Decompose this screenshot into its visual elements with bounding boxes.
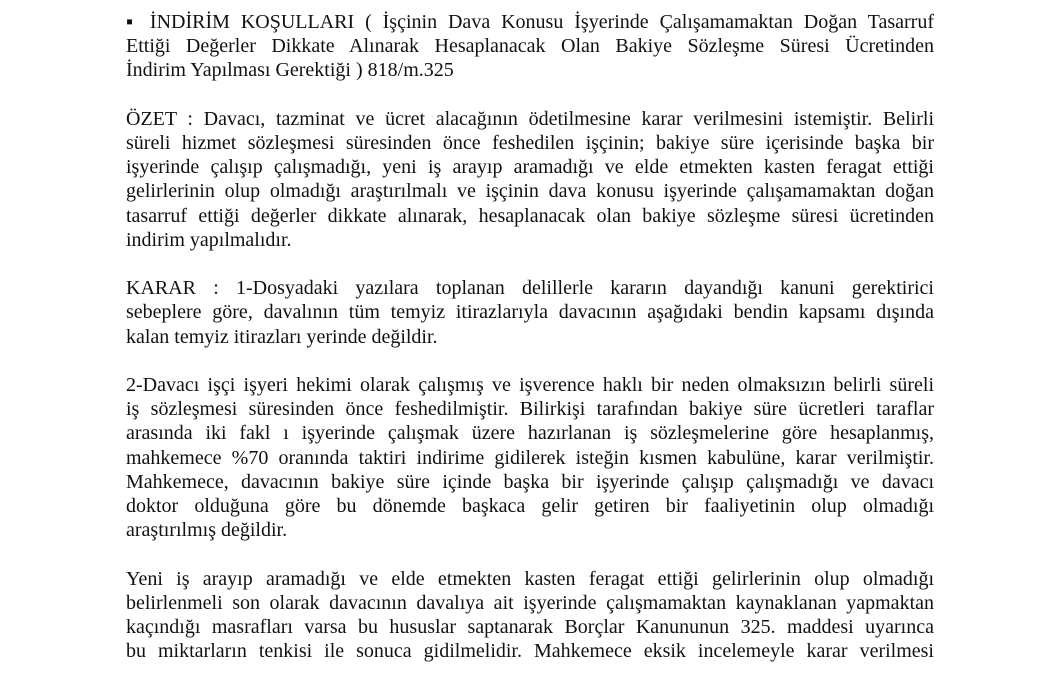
text-line: iş sözleşmesi süresinden önce feshedilmiştir. Bilirkişi tarafından bakiye süre ücretleri taraflar: [126, 398, 934, 421]
text-line: kaçındığı masrafları varsa bu hususlar saptanarak Borçlar Kanununun 325. maddesi uyarınca: [126, 616, 934, 639]
text-line: belirlenmeli son olarak davacının davalıya ait işyerinde çalışmamaktan kaynaklanan yapmaktan: [126, 591, 934, 614]
text-line: arasında iki fakl ı işyerinde çalışmak üzere hazırlanan iş sözleşmelerine göre hesaplanmış,: [126, 422, 934, 445]
text-line: kalan temyiz itirazları yerinde değildir.: [126, 325, 438, 348]
text-line: indirim yapılmalıdır.: [126, 228, 292, 251]
text-line: ÖZET : Davacı, tazminat ve ücret alacağının ödetilmesine karar verilmesini istemiştir. Belirli: [126, 107, 934, 130]
text-line: 2-Davacı işçi işyeri hekimi olarak çalışmış ve işverence haklı bir neden olmaksızın belirli süreli: [126, 374, 934, 396]
text-line: Mahkemece, davacının bakiye süre içinde başka bir işyerinde çalışıp çalışmadığı ve davacı: [126, 470, 934, 493]
text-line: İndirim Yapılması Gerektiği ) 818/m.325: [126, 59, 454, 82]
text-line: süreli hizmet sözleşmesi süresinden önce feshedilen işçinin; bakiye süre içerisinde başka bir: [126, 132, 934, 154]
text-line: tasarruf ettiği değerler dikkate alınarak, hesaplanacak olan bakiye sözleşme süresi ücretinden: [126, 204, 934, 227]
text-line: gelirlerinin olup olmadığı araştırılmalı ve işçinin dava konusu işyerinde çalışamamaktan doğan: [126, 180, 934, 203]
text-line: mahkemece %70 oranında taktiri indirime gidilerek isteğin kısmen kabulüne, karar verilmiştir.: [126, 446, 934, 469]
text-line: işyerinde çalışıp çalışmadığı, yeni iş arayıp aramadığı ve elde etmekten kasten feragat ettiği: [126, 156, 934, 179]
text-line: araştırılmış değildir.: [126, 519, 288, 542]
paragraph-madde-2: [126, 373, 934, 542]
text-line: KARAR : 1-Dosyadaki yazılara toplanan delillerle kararın dayandığı kanuni gerektirici: [126, 277, 934, 300]
text-line: sebeplere göre, davalının tüm temyiz itirazlarıyla davacının aşağıdaki bendin kapsamı dışında: [126, 301, 934, 324]
paragraph-ozet: [126, 107, 934, 252]
paragraph-indirim-kosullari: [126, 10, 934, 83]
document-body: [126, 10, 934, 675]
paragraph-karar: [126, 276, 934, 349]
text-line: doktor olduğuna göre bu dönemde başkaca gelir getiren bir faaliyetinin olup olmadığı: [126, 495, 934, 518]
text-line: Ettiği Değerler Dikkate Alınarak Hesaplanacak Olan Bakiye Sözleşme Süresi Ücretinden: [126, 35, 934, 58]
paragraph-yeni-is: [126, 567, 934, 664]
text-line: bu miktarların tenkisi ile sonuca gidilmelidir. Mahkemece eksik incelemeyle karar verilmesi: [126, 640, 934, 663]
text-line: ▪ İNDİRİM KOŞULLARI ( İşçinin Dava Konusu İşyerinde Çalışamamaktan Doğan Tasarruf: [126, 11, 934, 33]
text-line: Yeni iş arayıp aramadığı ve elde etmekten kasten feragat ettiği gelirlerinin olup olmadığı: [126, 567, 934, 590]
